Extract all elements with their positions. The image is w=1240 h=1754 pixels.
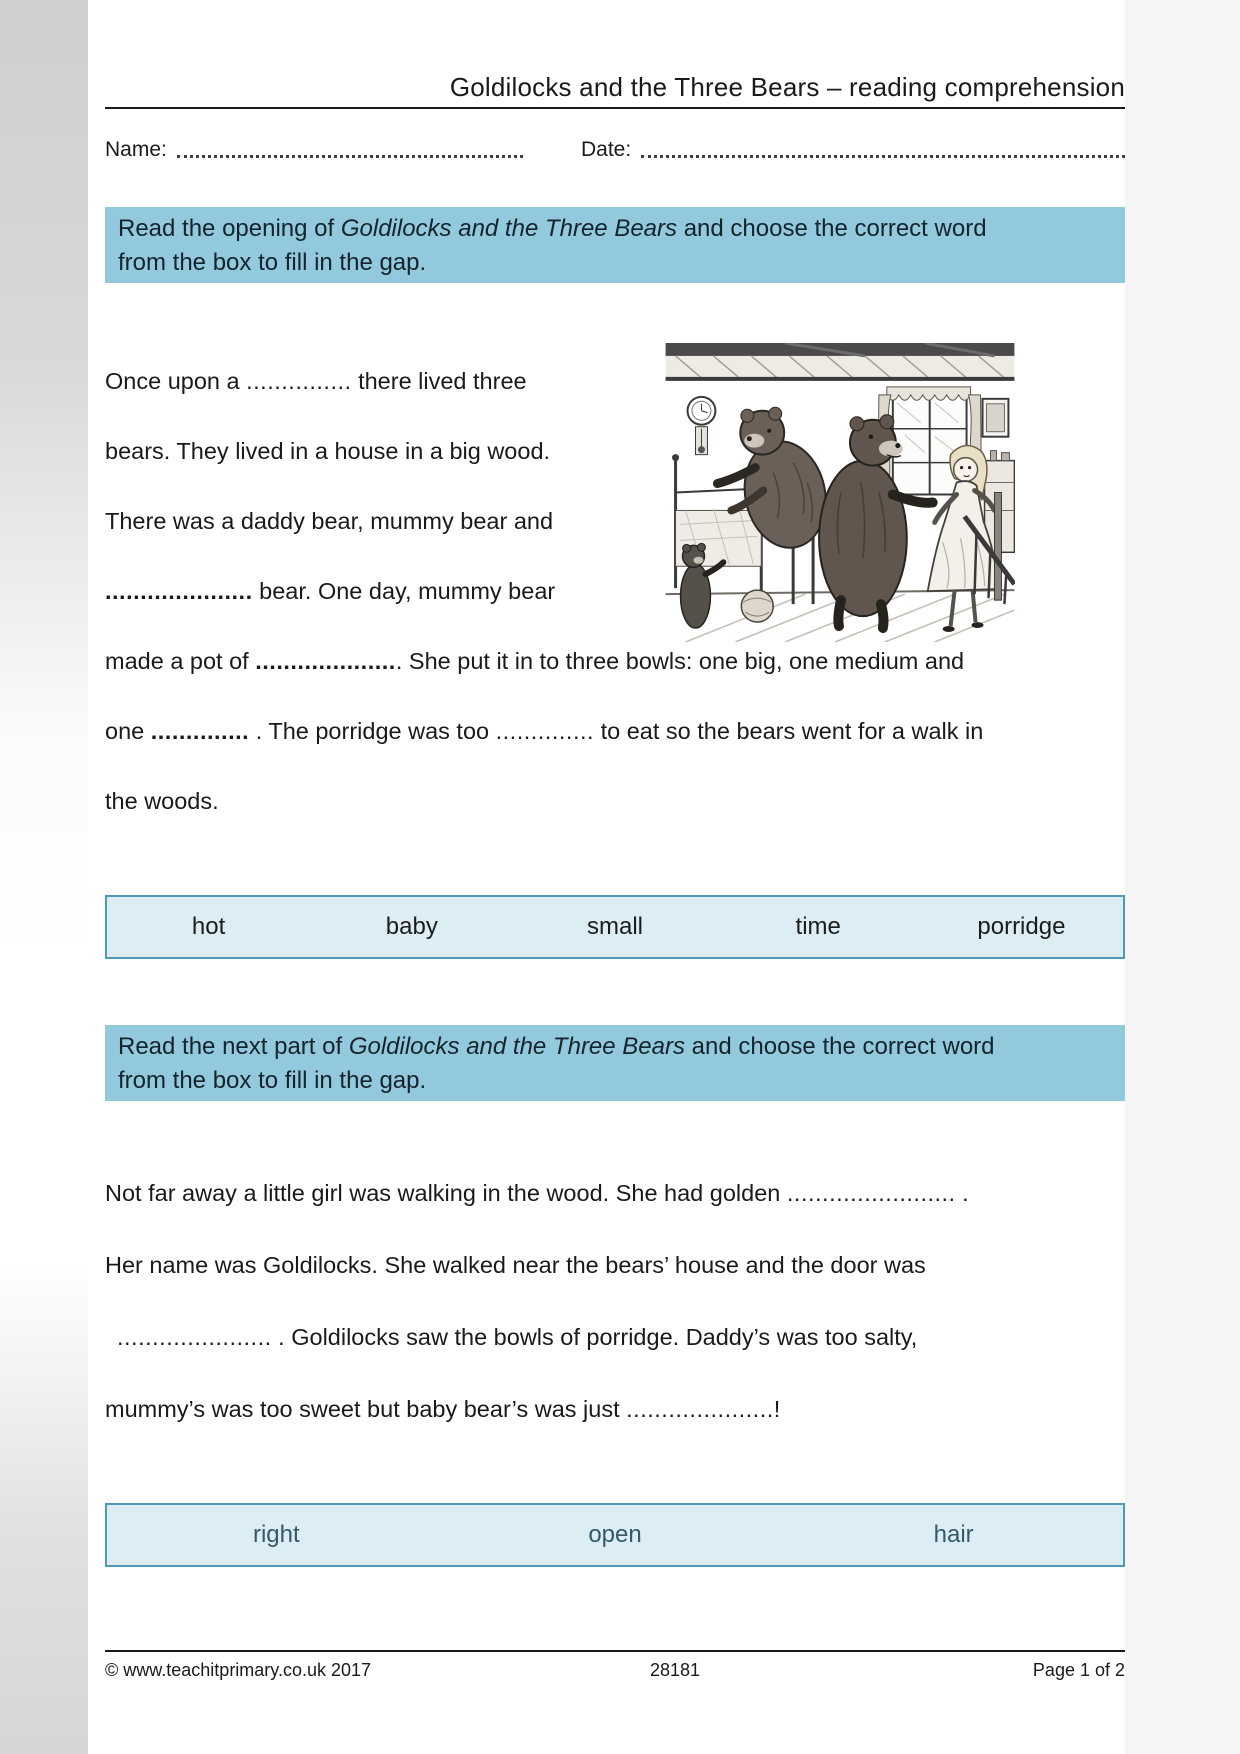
picture-frame (983, 399, 1009, 437)
word-bank-1 (105, 895, 1125, 959)
footer-page-number: Page 1 of 2 (1032, 1660, 1125, 1680)
gap-blank: ..................... (626, 1396, 774, 1422)
gap-blank: ...................... (117, 1324, 272, 1350)
instruction2-suffix: and choose the correct word (685, 1033, 995, 1060)
instruction1-book-title: Goldilocks and the Three Bears (340, 215, 678, 242)
story2-line3: ...................... . Goldilocks saw the bowls of porridge. Daddy’s was too salty, (117, 1324, 918, 1350)
instruction2-line2: from the box to fill in the gap. (118, 1067, 427, 1094)
word-option: right (252, 1521, 300, 1548)
word-option: porridge (977, 913, 1066, 940)
story2-line2: Her name was Goldilocks. She walked near the bears’ house and the door was (105, 1252, 926, 1278)
gap-blank: .............. (150, 718, 250, 744)
date-field (581, 138, 1125, 162)
word-option: time (795, 913, 841, 940)
three-bears-illustration (665, 343, 1015, 642)
story1-line2: bears. They lived in a house in a big wood. (105, 438, 551, 464)
word-option: hot (191, 913, 226, 940)
instruction-box-1 (105, 207, 1125, 283)
word-option: open (588, 1521, 642, 1548)
date-label: Date: (581, 138, 632, 161)
page-right-margin (1125, 0, 1240, 1754)
instruction2-book-title: Goldilocks and the Three Bears (348, 1033, 685, 1060)
story1-line3: There was a daddy bear, mummy bear and (105, 508, 554, 534)
name-date-row (105, 138, 1125, 162)
page-title: Goldilocks and the Three Bears – reading comprehension (449, 72, 1125, 102)
instruction-box-2 (105, 1025, 1125, 1101)
word-option: baby (385, 913, 438, 940)
name-write-line (177, 138, 523, 158)
footer-doc-id: 28181 (649, 1660, 701, 1680)
story1-line4: ..................... bear. One day, mummy bear (105, 578, 556, 604)
gap-blank: ..................... (105, 578, 253, 604)
instruction1-line2: from the box to fill in the gap. (118, 249, 427, 276)
footer (105, 1660, 1125, 1681)
story2-line4: mummy’s was too sweet but baby bear’s was just .....................! (105, 1396, 781, 1422)
instruction1-prefix: Read the opening of (118, 215, 341, 242)
gap-blank: .................... (255, 648, 396, 674)
date-write-line (641, 138, 1125, 158)
instruction1-suffix: and choose the correct word (677, 215, 987, 242)
story1-line5: made a pot of ..................... She put it in to three bowls: one big, one medium and (105, 648, 965, 674)
story1-line1: Once upon a ............... there lived three (105, 368, 527, 394)
page-left-margin (0, 0, 88, 1754)
footer-copyright: © www.teachitprimary.co.uk 2017 (105, 1660, 372, 1680)
word-option: small (587, 913, 644, 940)
instruction2-prefix: Read the next part of (118, 1033, 349, 1060)
ceiling-beams (666, 343, 1015, 381)
name-label: Name: (105, 138, 167, 161)
gap-blank: ........................ (786, 1180, 956, 1206)
word-bank-2 (105, 1503, 1125, 1567)
footer-rule (105, 1650, 1125, 1652)
story2-line1: Not far away a little girl was walking in the wood. She had golden ........................ . (105, 1180, 969, 1206)
story1-line7: the woods. (105, 788, 219, 814)
gap-blank: .............. (495, 718, 595, 744)
gap-blank: ............... (246, 368, 352, 394)
word-option: hair (933, 1521, 974, 1548)
header-rule (105, 107, 1125, 109)
round-bundle (741, 590, 773, 622)
name-field (105, 138, 523, 162)
story1-line6: one .............. . The porridge was too .............. to eat so the bears went for a walk in (105, 718, 984, 744)
